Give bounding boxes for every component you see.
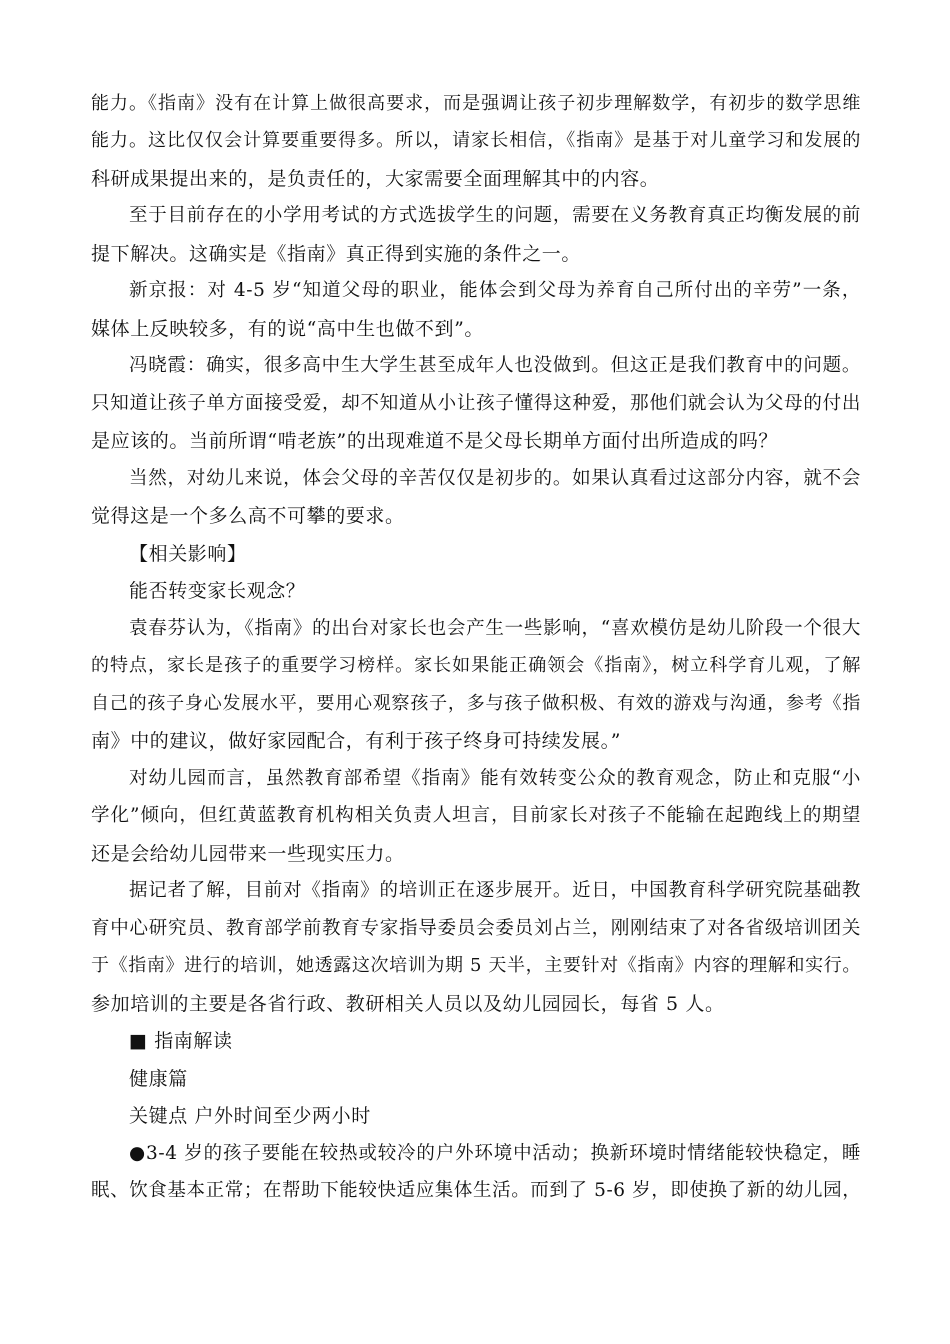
text-line: 只知道让孩子单方面接受爱，却不知道从小让孩子懂得这种爱，那他们就会认为父母的付出 (91, 393, 861, 414)
text-line: 学化”倾向，但红黄蓝教育机构相关负责人坦言，目前家长对孩子不能输在起跑线上的期望 (91, 805, 861, 826)
paragraph-first-line: 据记者了解，目前对《指南》的培训正在逐步展开。近日，中国教育科学研究院基础教 (129, 880, 861, 901)
paragraph-first-line: 冯晓霞：确实，很多高中生大学生甚至成年人也没做到。但这正是我们教育中的问题。 (129, 355, 861, 376)
text-line: 能力。这比仅仅会计算要重要得多。所以，请家长相信，《指南》是基于对儿童学习和发展的 (91, 130, 861, 151)
text-line: 参加培训的主要是各省行政、教研相关人员以及幼儿园园长，每省 5 人。 (91, 993, 725, 1015)
text-line: 于《指南》进行的培训，她透露这次培训为期 5 天半，主要针对《指南》内容的理解和实行。 (91, 955, 861, 976)
subheading: 关键点 户外时间至少两小时 (129, 1105, 371, 1127)
text-line: 还是会给幼儿园带来一些现实压力。 (91, 843, 405, 865)
paragraph-first-line: 袁春芬认为，《指南》的出台对家长也会产生一些影响，“喜欢模仿是幼儿阶段一个很大 (129, 618, 861, 639)
subheading: 能否转变家长观念？ (129, 580, 306, 602)
subheading: 健康篇 (129, 1068, 188, 1090)
section-heading: 【相关影响】 (129, 543, 247, 565)
text-line: 是应该的。当前所谓“啃老族”的出现难道不是父母长期单方面付出所造成的吗？ (91, 430, 779, 452)
bullet-line: ●3-4 岁的孩子要能在较热或较冷的户外环境中活动；换新环境时情绪能较快稳定，睡 (129, 1143, 861, 1164)
paragraph-first-line: 对幼儿园而言，虽然教育部希望《指南》能有效转变公众的教育观念，防止和克服“小 (129, 768, 861, 789)
text-line: 能力。《指南》没有在计算上做很高要求，而是强调让孩子初步理解数学，有初步的数学思维 (91, 93, 861, 114)
text-line: 眠、饮食基本正常；在帮助下能较快适应集体生活。而到了 5-6 岁，即使换了新的幼儿园， (91, 1180, 862, 1201)
paragraph-first-line: 当然，对幼儿来说，体会父母的辛苦仅仅是初步的。如果认真看过这部分内容，就不会 (129, 468, 861, 489)
text-line: 媒体上反映较多，有的说“高中生也做不到”。 (91, 318, 485, 340)
section-heading: ■ 指南解读 (129, 1030, 233, 1052)
paragraph-first-line: 新京报：对 4-5 岁“知道父母的职业，能体会到父母为养育自己所付出的辛劳”一条， (129, 280, 861, 301)
text-line: 提下解决。这确实是《指南》真正得到实施的条件之一。 (91, 243, 582, 265)
text-line: 的特点，家长是孩子的重要学习榜样。家长如果能正确领会《指南》，树立科学育儿观，了解 (91, 655, 861, 676)
text-line: 觉得这是一个多么高不可攀的要求。 (91, 505, 405, 527)
text-line: 科研成果提出来的，是负责任的，大家需要全面理解其中的内容。 (91, 168, 660, 190)
text-line: 自己的孩子身心发展水平，要用心观察孩子，多与孩子做积极、有效的游戏与沟通，参考《指 (91, 693, 861, 714)
text-line: 南》中的建议，做好家园配合，有利于孩子终身可持续发展。” (91, 730, 622, 752)
paragraph-first-line: 至于目前存在的小学用考试的方式选拔学生的问题，需要在义务教育真正均衡发展的前 (129, 205, 861, 226)
text-line: 育中心研究员、教育部学前教育专家指导委员会委员刘占兰，刚刚结束了对各省级培训团关 (91, 918, 861, 939)
